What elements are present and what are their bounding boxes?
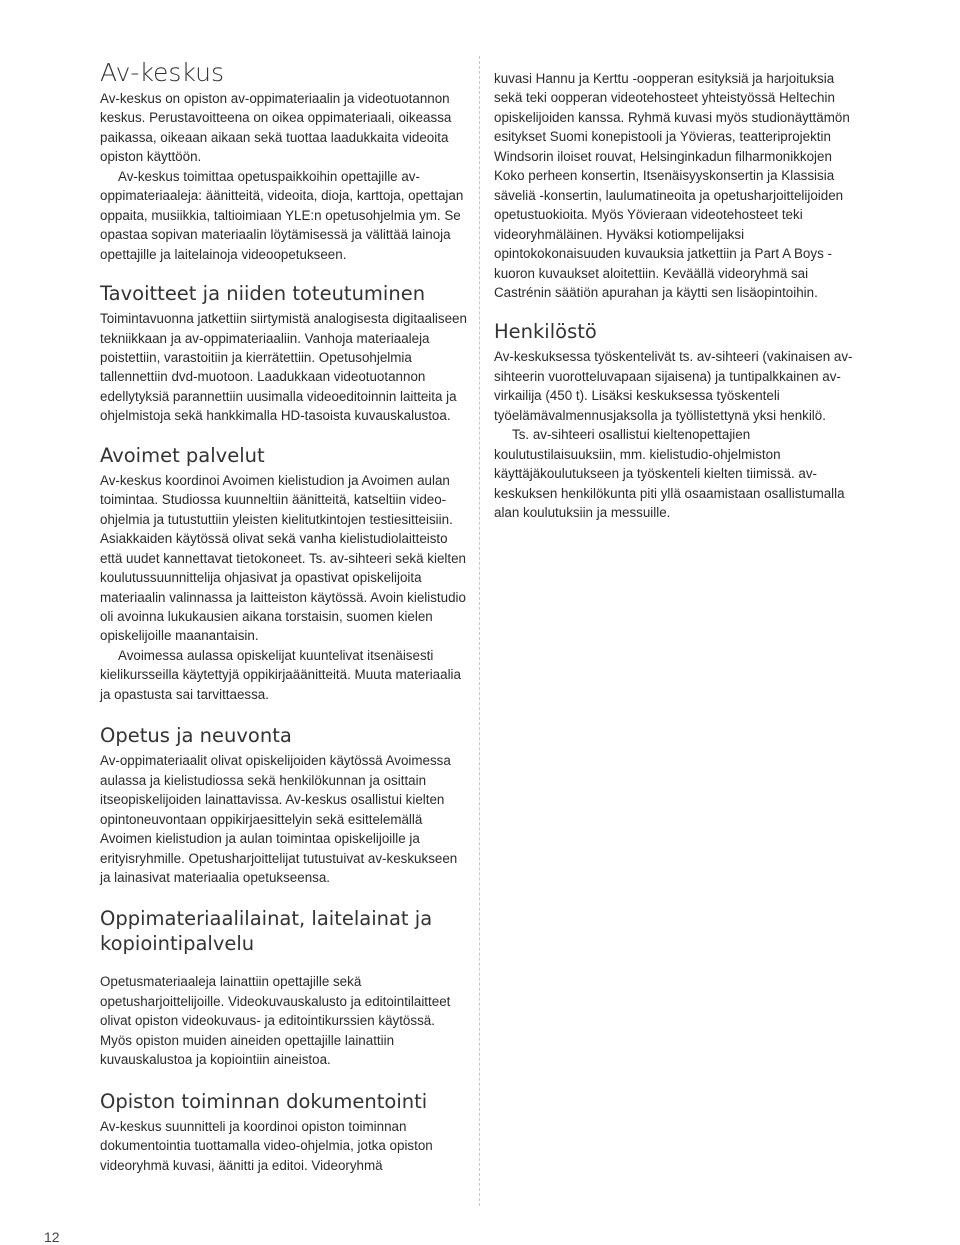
section-paragraph: Av-keskus koordinoi Avoimen kielistudion ja Avoimen aulan toimintaa. Studiossa kuunneltiin äänitteitä, katseltiin video-ohjelmia ja tutustuttiin yleisten kielitutkintojen testiesitteisiin. Asiakkaiden käytössä olivat sekä vanha kielistudiolaitteisto että uudet kannettavat tietokoneet. Ts. av-sihteeri sekä kielten koulutussuunnittelija ohjasivat ja opastivat opiskelijoita materiaalin valinnassa ja laitteiston käytössä. Avoin kielistudio oli avoinna lukukausien aikana torstaisin, suomen kielen opiskelijoille maanantaisin. bbox=[100, 472, 466, 644]
page-number: 12 bbox=[44, 1229, 60, 1245]
section-paragraph: Avoimessa aulassa opiskelijat kuuntelivat itsenäisesti kielikursseilla käytettyjä oppikirjaäänitteitä. Muuta materiaalia ja opastusta sai tarvittaessa. bbox=[100, 647, 461, 702]
continued-paragraph: kuvasi Hannu ja Kerttu -oopperan esityksiä ja harjoituksia sekä teki oopperan videotehosteet yhteistyössä Heltechin opiskelijoiden kanssa. Ryhmä kuvasi myös studionäyttämön esitykset Suomi konepistooli ja Yövieras, teatteriprojektin Windsorin iloiset rouvat, Helsinginkadun filharmonikkojen Koko perheen konsertin, Itsenäisyyskonsertin ja Klassisia säveliä -konsertin, laulumatineoita ja opetusharjoittelijoiden opetustuokioita. Myös Yövieraan videotehosteet teki videoryhmäläinen. Hyväksi kotiompelijaksi opintokokonaisuuden kuvauksia jatkettiin ja Part A Boys -kuoron kuvaukset aloitettiin. Keväällä videoryhmä sai Castrénin säätiön apurahan ja käytti sen lisäopintoihin. bbox=[494, 71, 850, 300]
section-paragraph: Toimintavuonna jatkettiin siirtymistä analogisesta digitaaliseen tekniikkaan ja av-oppimateriaaliin. Vanhoja materiaaleja poistettiin, varastoitiin ja kierrätettiin. Opetusohjelmia tallennettiin dvd-muotoon. Laadukkaan videotuotannon edellytyksiä parannettiin uusimalla videoeditoinnin laitteita ja ohjelmistoja sekä hankkimalla HD-tasoista kuvauskalustoa. bbox=[100, 311, 467, 424]
section-paragraph: Ts. av-sihteeri osallistui kieltenopettajien koulutustilaisuuksiin, mm. kielistudio-ohjelmiston käyttäjäkoulutukseen ja työskenteli kielten tiimissä. av-keskuksen henkilökunta piti yllä osaamistaan osallistumalla alan koulutuksiin ja messuille. bbox=[494, 427, 845, 521]
section-henkilosto bbox=[494, 319, 862, 522]
section-paragraph: Av-oppimateriaalit olivat opiskelijoiden käytössä Avoimessa aulassa ja kielistudiossa sekä henkilökunnan ja osittain itseopiskelijoiden lainattavissa. Av-keskus osallistui kielten opintoneuvontaan oppikirjaesittelyin sekä esittelemällä Avoimen kielistudion ja aulan toimintaa opiskelijoille ja erityisryhmille. Opetusharjoittelijat tutustuivat av-keskukseen ja lainasivat materiaalia opetukseensa. bbox=[100, 753, 458, 885]
section-lainat-kopiointi bbox=[100, 906, 470, 1069]
intro-paragraph-2: Av-keskus toimittaa opetuspaikkoihin opettajille av-oppimateriaaleja: äänitteitä, videoita, dioja, karttoja, opettajan oppaita, musiikkia, taltioimiaan YLE:n opetusohjelmia ym. Se opastaa sopivan materiaalin löytämisessä ja välittää lainoja opettajille ja laitelainoja videoopetukseen. bbox=[100, 168, 464, 262]
section-paragraph: Av-keskuksessa työskentelivät ts. av-sihteeri (vakinaisen av-sihteerin vuorotteluvapaan sijaisena) ja tuntipalkkainen av-virkailija (450 t). Lisäksi keskuksessa työskenteli työelämävalmennusjaksolla ja työllistettynä yksi henkilö. bbox=[494, 349, 853, 423]
section-heading: Tavoitteet ja niiden toteutuminen bbox=[100, 282, 426, 306]
section-heading: Henkilöstö bbox=[494, 320, 597, 344]
intro-paragraph-1: Av-keskus on opiston av-oppimateriaalin ja videotuotannon keskus. Perustavoitteena on oikea oppimateriaali, oikeassa paikassa, oikeaan aikaan sekä tuottaa laadukkaita videoita opiston käyttöön. bbox=[100, 91, 452, 165]
section-avoimet-palvelut bbox=[100, 443, 470, 704]
column-divider bbox=[479, 56, 480, 1206]
section-paragraph: Opetusmateriaaleja lainattiin opettajille sekä opetusharjoittelijoille. Videokuvauskalusto ja editointilaitteet olivat opiston videokuvaus- ja editointikurssien käytössä. Myös opiston muiden aineiden opettajille lainattiin kuvauskalustoa ja kopiointiin aineistoa. bbox=[100, 974, 451, 1068]
section-tavoitteet bbox=[100, 281, 470, 426]
section-heading: Opetus ja neuvonta bbox=[100, 724, 292, 748]
left-column bbox=[100, 58, 470, 1175]
right-column bbox=[494, 69, 862, 523]
section-opetus-neuvonta bbox=[100, 723, 470, 887]
section-heading: Avoimet palvelut bbox=[100, 443, 265, 467]
section-paragraph: Av-keskus suunnitteli ja koordinoi opiston toiminnan dokumentointia tuottamalla video-ohjelmia, jotka opiston videoryhmä kuvasi, äänitti ja editoi. Videoryhmä bbox=[100, 1118, 433, 1173]
page-title: Av-keskus bbox=[100, 58, 225, 87]
section-heading: Oppimateriaalilainat, laitelainat ja kopiointipalvelu bbox=[100, 907, 433, 956]
section-dokumentointi bbox=[100, 1089, 470, 1175]
section-heading: Opiston toiminnan dokumentointi bbox=[100, 1089, 428, 1113]
